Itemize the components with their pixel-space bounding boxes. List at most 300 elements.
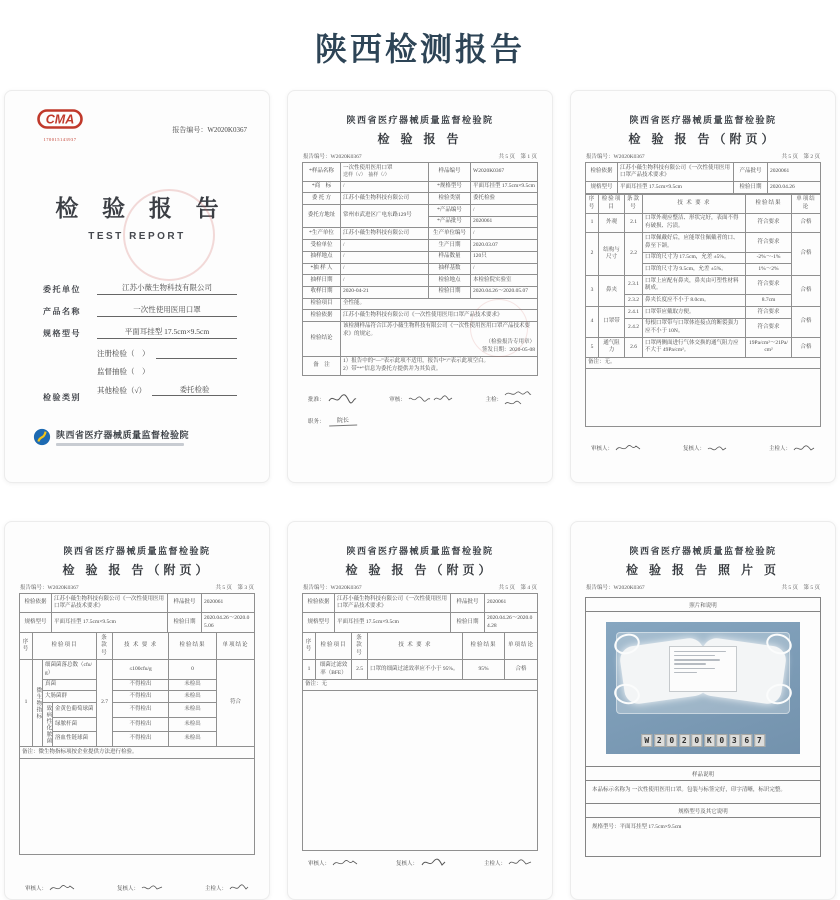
value-cell: 江苏小薇生物科技有限公司《一次性使用医用口罩产品技术要求》	[335, 594, 451, 613]
value-cell: 2020-04-21	[341, 286, 429, 298]
label-cell: 检验结论	[303, 321, 341, 356]
label-cell: *产品编号	[429, 205, 471, 217]
label-cell: 检验地点	[429, 275, 471, 287]
clause-cell: 2.3.1	[625, 276, 643, 295]
results-table	[19, 632, 255, 759]
label-cell: 抽样日期	[303, 275, 341, 287]
table-row	[20, 633, 255, 660]
subitem-cell: 绿脓杆菌	[53, 717, 97, 732]
cover-fields	[43, 282, 237, 403]
table-row	[303, 205, 538, 217]
subitem-cell: 真菌	[43, 679, 97, 691]
result-cell: 符合要求	[746, 233, 792, 252]
value-cell: 江苏小薇生物科技有限公司《一次性使用医用口罩产品技术要求》	[618, 163, 734, 182]
verdict-cell: 合格	[505, 660, 538, 679]
table-row	[303, 163, 538, 182]
institute-footer	[33, 428, 189, 446]
institute-text	[56, 428, 189, 446]
header-cell: 检验结果	[746, 194, 792, 213]
result-cell: 未检出	[169, 703, 217, 718]
note-cell: 备注：微生物指标项按企业提供方法进行检验。	[20, 747, 255, 759]
header-cell: 单项结论	[217, 633, 255, 660]
req-cell: 不得检出	[113, 703, 169, 718]
group-cell: 致病性化脓菌	[43, 703, 53, 747]
report-photo-card[interactable]	[570, 521, 836, 900]
label-cell: *规格型号	[429, 181, 471, 193]
value-cell: W2020K0367	[471, 163, 538, 182]
req-cell: 口罩的尺寸为 17.5cm，允差 ±5%。	[643, 252, 746, 264]
doc-meta	[586, 152, 820, 160]
label-cell: 受检单位	[303, 240, 341, 252]
value-cell	[341, 163, 429, 182]
basis-table	[302, 593, 538, 633]
org-name: 陕西省医疗器械质量监督检验院	[629, 546, 777, 556]
page-info: 共 5 页 第 3 页	[215, 585, 254, 591]
signature-stack	[504, 390, 532, 407]
doc-meta	[303, 583, 537, 591]
clause-cell: 2.2	[625, 233, 643, 276]
doc-meta	[586, 583, 820, 591]
result-cell: 符合要求	[746, 213, 792, 232]
doc-title: 检 验 报 告（附页）	[628, 132, 778, 146]
inspection-type-row	[43, 348, 237, 403]
table-row	[303, 181, 538, 193]
cma-logo	[37, 109, 83, 142]
type-name: 其他检验	[97, 386, 127, 395]
req-cell: 口罩两侧面进行气体交换的通气阻力应不大于 49Pa/cm²。	[643, 338, 746, 357]
type-option	[97, 366, 237, 377]
table-row	[20, 594, 255, 613]
photo-header: 照片和说明	[586, 598, 820, 612]
table-row	[586, 182, 821, 194]
table-row	[303, 679, 538, 691]
table-row	[303, 286, 538, 298]
req-cell: 不得检出	[113, 717, 169, 732]
table-row	[586, 163, 821, 182]
photo-id-tile: 6	[741, 734, 752, 747]
empty-table-area	[302, 691, 538, 851]
seq-cell: 1	[303, 660, 316, 679]
header-cell: 技 术 要 求	[643, 194, 746, 213]
org-name: 陕西省医疗器械质量监督检验院	[629, 115, 777, 125]
signature-label: 批准：	[308, 396, 325, 403]
signature-scribble	[408, 394, 431, 403]
req-cell: 不得检出	[113, 691, 169, 703]
signature-group	[389, 394, 453, 403]
value-cell: 江苏小薇生物科技有限公司《一次性使用医用口罩产品技术要求》	[341, 310, 538, 322]
type-value	[156, 350, 238, 359]
signature-label: 主检人：	[204, 885, 227, 892]
value-cell: /	[341, 181, 429, 193]
position-row	[302, 415, 538, 426]
label-cell: 生产日期	[429, 240, 471, 252]
signature-group	[769, 444, 815, 453]
cover-top-row	[19, 109, 255, 142]
result-cell: 1%～2%	[746, 264, 792, 276]
value-cell: /	[341, 275, 429, 287]
seq-cell: 5	[586, 338, 599, 357]
results-table	[585, 194, 821, 370]
value-cell: 2020061	[485, 594, 538, 613]
photo-id-tile: 7	[754, 734, 765, 747]
signature-scribble	[504, 390, 532, 398]
header-cell: 技 术 要 求	[368, 633, 463, 660]
doc-title: 检 验 报 告 照 片 页	[625, 563, 780, 577]
clause-cell: 2.6	[625, 338, 643, 357]
header-cell: 序号	[20, 633, 33, 660]
table-row	[20, 660, 255, 679]
req-cell: 每根口罩带与口罩体连接点的断裂强力应不小于 10N。	[643, 318, 746, 337]
seq-cell: 4	[586, 307, 599, 338]
clause-cell: 2.3.2	[625, 295, 643, 307]
org-name: 陕西省医疗器械质量监督检验院	[346, 115, 494, 125]
note-cell: 备注：无。	[586, 357, 821, 369]
report-no: 报告编号：W2020K0367	[586, 585, 645, 591]
signature-scribble	[229, 883, 249, 892]
report-page2-card[interactable]	[570, 90, 836, 483]
value-cell: 平面耳挂型 17.5cm×9.5cm	[52, 613, 168, 632]
item-cell: 鼻夹	[599, 276, 625, 307]
clause-cell: 2.7	[97, 660, 113, 747]
institute-name: 陕西省医疗器械质量监督检验院	[56, 430, 190, 441]
field-row	[43, 282, 237, 295]
doc-title: 检 验 报 告	[377, 132, 463, 146]
report-no: 报告编号：W2020K0367	[303, 585, 362, 591]
report-grid	[0, 90, 840, 900]
value-cell: 2020.04.26～2020.05.07	[471, 286, 538, 298]
clause-cell: 2.4.2	[625, 318, 643, 337]
signature-group	[308, 858, 358, 868]
signature-label: 复核人：	[395, 860, 418, 867]
req-cell: ≤100cfu/g	[113, 660, 169, 679]
photo-frame	[586, 612, 820, 767]
table-row	[303, 321, 538, 356]
seal-note: （检验报告专用章）	[485, 338, 535, 345]
header-cell: 检验项目	[316, 633, 352, 660]
signature-label: 复核人：	[682, 446, 705, 453]
verdict-cell: 合格	[792, 338, 821, 357]
header-cell: 单项结论	[792, 194, 821, 213]
result-cell: -2%～-1%	[746, 252, 792, 264]
table-row	[303, 275, 538, 287]
report-number-value: W2020K0367	[207, 126, 247, 134]
type-name: 监督抽验	[97, 367, 127, 376]
result-cell: 未检出	[169, 679, 217, 691]
page-title: 陕西检测报告	[314, 31, 525, 67]
issue-date: 签发日期：2020-05-08	[481, 346, 535, 353]
institute-subtitle-line	[56, 443, 184, 446]
label-cell: 样品编号	[429, 163, 471, 182]
label-cell: 抽样地点	[303, 251, 341, 263]
report-no: 报告编号：W2020K0367	[586, 154, 645, 160]
label-cell: 检验依据	[303, 594, 335, 613]
result-cell: 符合要求	[746, 276, 792, 295]
table-row	[586, 307, 821, 319]
value-cell: 江苏小薇生物科技有限公司	[341, 228, 429, 240]
header-cell: 条款号	[352, 633, 368, 660]
table-row	[303, 633, 538, 660]
photo-box	[585, 597, 821, 857]
req-cell: 不得检出	[113, 679, 169, 691]
doc-title: 检 验 报 告（附页）	[345, 563, 495, 577]
caption-text: 本品标示名称为 一次性使用医用口罩。包装与标签完好，印字清晰，标识完整。	[586, 781, 820, 804]
report-page3-card[interactable]	[4, 521, 270, 900]
value-cell: 2020.03.07	[471, 240, 538, 252]
results-table	[302, 632, 538, 691]
type-option	[97, 348, 237, 359]
clause-cell: 2.1	[625, 213, 643, 232]
table-row	[303, 263, 538, 275]
photo-id-tile: 3	[729, 734, 740, 747]
label-cell: 检验依据	[586, 163, 618, 182]
empty-table-area	[19, 759, 255, 855]
verdict-cell: 合格	[792, 233, 821, 276]
value-cell: /	[341, 240, 429, 252]
photo-id-tiles	[641, 734, 765, 747]
signature-group	[117, 883, 163, 892]
label-cell: 检验日期	[734, 182, 768, 194]
signature-scribble	[327, 393, 357, 405]
item-cell: 口罩带	[599, 307, 625, 338]
req-cell: 口罩外观应整洁、形状完好，表面不得有破损、污渍。	[643, 213, 746, 232]
position-value: 院长	[328, 415, 356, 427]
signature-group	[308, 393, 357, 405]
label-cell: 抽样基数	[429, 263, 471, 275]
seq-cell: 3	[586, 276, 599, 307]
value-cell: 常州市武进区广电东路129号	[341, 205, 429, 228]
signature-scribble	[707, 444, 727, 453]
label-cell: 检验类别	[429, 193, 471, 205]
signature-scribble	[615, 443, 641, 453]
field-row	[43, 326, 237, 339]
signature-scribble	[141, 883, 163, 892]
report-number-label: 报告编号：	[172, 126, 208, 134]
caption-header: 样品说明	[586, 767, 820, 781]
value-cell: 2020.04.26	[768, 182, 821, 194]
report-page4-card[interactable]	[287, 521, 553, 900]
field-label: 委托单位	[43, 285, 81, 294]
signature-scribble	[504, 399, 522, 407]
doc-meta	[20, 583, 254, 591]
signature-row	[19, 883, 255, 893]
field-label: 产品名称	[43, 307, 81, 316]
field-value: 江苏小薇生物科技有限公司	[97, 282, 237, 295]
label-cell: 收样日期	[303, 286, 341, 298]
verdict-cell: 合格	[792, 307, 821, 338]
header-cell: 检验结果	[463, 633, 505, 660]
package-label	[669, 646, 737, 692]
subitem-cell: 金黄色葡萄球菌	[53, 703, 97, 718]
doc-title: 检 验 报 告（附页）	[62, 563, 212, 577]
table-row	[303, 310, 538, 322]
result-cell: 95%	[463, 660, 505, 679]
signature-label: 主检：	[485, 396, 502, 403]
field-label: 检验类别	[43, 393, 81, 402]
label-cell: 样品批号	[451, 594, 485, 613]
table-row	[303, 613, 538, 632]
signature-label: 审核人：	[25, 885, 48, 892]
result-cell: 0	[169, 660, 217, 679]
type-mark: （ ）	[127, 367, 150, 376]
signature-group	[25, 883, 75, 893]
cover-subtitle: TEST REPORT	[88, 231, 186, 242]
report-page1-card[interactable]	[287, 90, 553, 483]
spec-header: 规格型号及其它说明	[586, 804, 820, 818]
label-cell: 样品批号	[168, 594, 202, 613]
value-cell: /	[471, 205, 538, 217]
seq-cell: 1	[586, 213, 599, 232]
photo-id-tile: 2	[679, 734, 690, 747]
signature-label: 审核人：	[308, 860, 331, 867]
signature-group	[205, 883, 249, 892]
label-cell: 备 注	[303, 356, 341, 375]
req-cell: 鼻夹长度应不小于 8.0cm。	[643, 295, 746, 307]
signature-label: 审核人：	[591, 446, 614, 453]
photo-id-tile: K	[704, 734, 715, 747]
basis-table	[19, 593, 255, 633]
label-cell: 检验日期	[451, 613, 485, 632]
label-cell: 产品批号	[734, 163, 768, 182]
value-cell: 全性能。	[341, 298, 538, 310]
report-no: 报告编号：W2020K0367	[20, 585, 79, 591]
signature-scribble	[332, 858, 358, 868]
seq-cell: 1	[20, 660, 33, 747]
label-cell: 规格型号	[20, 613, 52, 632]
item-cell: 结构与尺寸	[599, 233, 625, 276]
page-info: 共 5 页 第 1 页	[498, 154, 537, 160]
signature-group	[591, 443, 641, 453]
table-row	[586, 338, 821, 357]
result-cell: 8.7cm	[746, 295, 792, 307]
svg-text:CMA: CMA	[45, 112, 75, 127]
basis-table	[585, 162, 821, 194]
cma-logo-icon	[37, 109, 83, 131]
result-cell: 未检出	[169, 732, 217, 747]
report-number	[172, 125, 247, 135]
header-cell: 单项结论	[505, 633, 538, 660]
req-cell: 不得检出	[113, 732, 169, 747]
signature-group	[683, 444, 727, 453]
value-cell: /	[471, 263, 538, 275]
header-cell: 序号	[303, 633, 316, 660]
table-row	[586, 276, 821, 295]
signature-row	[302, 390, 538, 407]
signature-scribble	[793, 444, 815, 453]
note-cell	[341, 356, 538, 375]
item-cell: 细菌过滤效率（BFE）	[316, 660, 352, 679]
req-cell: 口罩佩戴好后，应能罩住佩戴者的口、鼻至下颌。	[643, 233, 746, 252]
conclusion-cell	[341, 321, 538, 356]
inspection-types	[97, 348, 237, 403]
table-row	[20, 613, 255, 632]
doc-meta	[303, 152, 537, 160]
org-name: 陕西省医疗器械质量监督检验院	[63, 546, 211, 556]
type-value: 委托检验	[152, 384, 237, 396]
report-cover-card[interactable]	[4, 90, 270, 483]
value-cell: /	[341, 263, 429, 275]
table-row	[303, 298, 538, 310]
field-value: 一次性使用医用口罩	[97, 304, 237, 317]
label-cell: 检验依据	[303, 310, 341, 322]
note-cell: 备注：无	[303, 679, 538, 691]
verdict-cell: 符合	[217, 660, 255, 747]
table-row	[303, 240, 538, 252]
label-cell: 检验日期	[429, 286, 471, 298]
value-cell: 江苏小薇生物科技有限公司《一次性使用医用口罩产品技术要求》	[52, 594, 168, 613]
req-cell: 口罩上应配有鼻夹，鼻夹由可塑性材料制成。	[643, 276, 746, 295]
value-cell: /	[341, 251, 429, 263]
field-label: 规格型号	[43, 329, 81, 338]
signature-row	[302, 857, 538, 868]
photo-id-tile: 0	[691, 734, 702, 747]
photo-id-tile: W	[641, 734, 652, 747]
cover-title: 检 验 报 告	[55, 196, 228, 221]
value-cell: 本检验院实验室	[471, 275, 538, 287]
value-cell: 2020061	[768, 163, 821, 182]
page-info: 共 5 页 第 4 页	[498, 585, 537, 591]
position-label: 职务：	[308, 418, 325, 425]
table-row	[303, 251, 538, 263]
header-cell: 检验项目	[33, 633, 97, 660]
label-cell: 检验日期	[168, 613, 202, 632]
type-mark: （ ）	[127, 349, 150, 358]
report-no: 报告编号：W2020K0367	[303, 154, 362, 160]
org-name: 陕西省医疗器械质量监督检验院	[346, 546, 494, 556]
header-cell: 检验结果	[169, 633, 217, 660]
photo-id-tile: 2	[654, 734, 665, 747]
report-info-table	[302, 162, 538, 376]
label-cell: *生产单位	[303, 228, 341, 240]
signature-scribble	[420, 857, 446, 868]
signature-label: 主检人：	[483, 860, 506, 867]
signature-group	[485, 390, 532, 407]
item-cell: 外观	[599, 213, 625, 232]
value-cell: 平面耳挂型 17.5cm×9.5cm	[335, 613, 451, 632]
value-cell: 委托检验	[471, 193, 538, 205]
signature-group	[396, 857, 446, 868]
result-cell: 符合要求	[746, 318, 792, 337]
signature-label: 主检人：	[768, 446, 791, 453]
label-cell: 检验项目	[303, 298, 341, 310]
photo-id-tile: 0	[716, 734, 727, 747]
label-cell: 检验依据	[20, 594, 52, 613]
req-cell: 口罩的尺寸为 9.5cm，允差 ±5%。	[643, 264, 746, 276]
verdict-cell: 合格	[792, 276, 821, 307]
cma-number: 170015143937	[43, 137, 77, 142]
signature-scribble	[508, 858, 532, 867]
req-cell: 口罩的细菌过滤效率应不小于 95%。	[368, 660, 463, 679]
label-cell: 样品数量	[429, 251, 471, 263]
table-row	[303, 228, 538, 240]
sample-mode: 送样（√） 抽样（/）	[343, 173, 390, 179]
result-cell: 19Pa/cm²～21Pa/cm²	[746, 338, 792, 357]
header-cell: 条款号	[625, 194, 643, 213]
header-cell: 技 术 要 求	[113, 633, 169, 660]
header-cell: 条款号	[97, 633, 113, 660]
result-cell: 符合要求	[746, 307, 792, 319]
signature-label: 复核人：	[116, 885, 139, 892]
page-info: 共 5 页 第 5 页	[781, 585, 820, 591]
table-row	[586, 357, 821, 369]
conclusion-text: 该检测样品符合江苏小薇生物科技有限公司《一次性使用医用口罩产品技术要求》的规定。	[343, 323, 531, 338]
sample-name: 一次性使用医用口罩	[343, 164, 393, 171]
institute-logo-icon	[33, 428, 51, 446]
photo-id-tile: 0	[666, 734, 677, 747]
table-row	[303, 660, 538, 679]
label-cell: 规格型号	[303, 613, 335, 632]
label-cell: *商 标	[303, 181, 341, 193]
header-cell: 序号	[586, 194, 599, 213]
